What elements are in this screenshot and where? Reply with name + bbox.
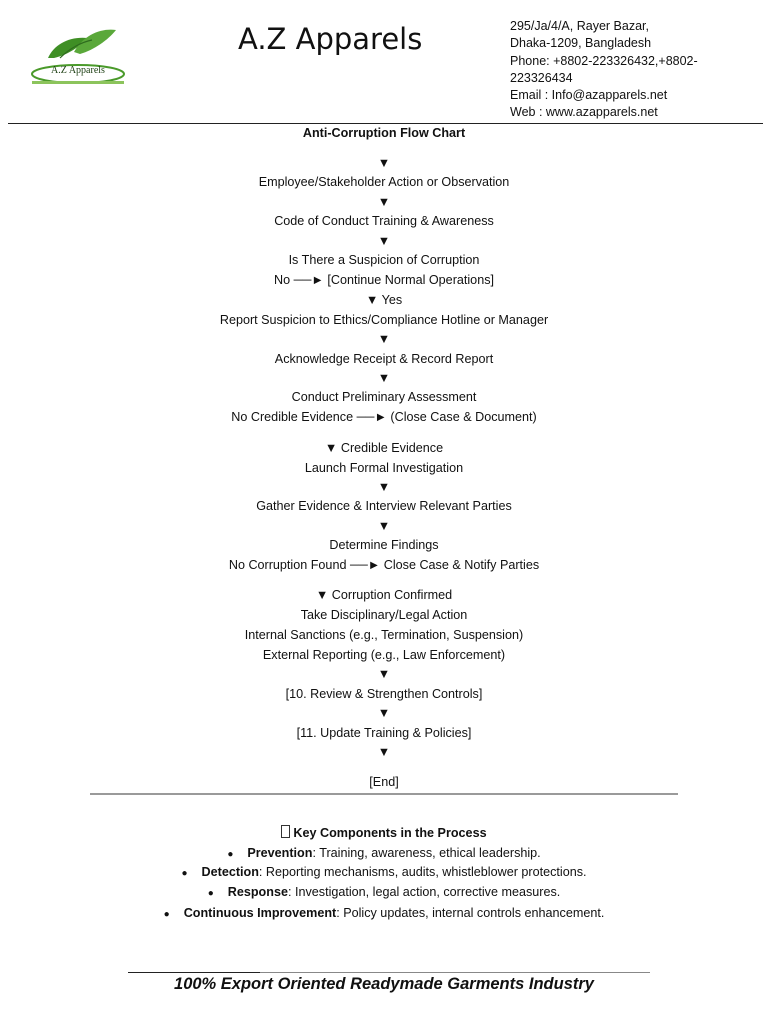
components-heading-text: Key Components in the Process — [293, 826, 487, 840]
list-item — [0, 885, 768, 899]
bullet-icon: ● — [181, 868, 188, 879]
bullet-icon: ● — [207, 888, 214, 899]
footer-divider — [260, 972, 650, 973]
footer-tagline: 100% Export Oriented Readymade Garments Industry — [174, 975, 594, 993]
checkbox-icon — [281, 825, 290, 838]
flow-arrow: ▼ — [377, 234, 391, 248]
component-term: Prevention — [247, 846, 313, 860]
component-text: : Policy updates, internal controls enhancement. — [336, 906, 605, 920]
flow-arrow: ▼ — [377, 195, 391, 209]
flow-end: [End] — [369, 775, 399, 789]
svg-text:A.Z Apparels: A.Z Apparels — [51, 65, 105, 76]
component-term: Continuous Improvement — [183, 906, 337, 920]
flow-arrow-yes: ▼ Yes — [365, 293, 403, 307]
flowchart-title: Anti-Corruption Flow Chart — [302, 126, 466, 140]
email-line: Email : Info@azapparels.net — [510, 88, 668, 103]
flow-arrow: ▼ — [377, 156, 391, 170]
flow-arrow: ▼ — [377, 706, 391, 720]
list-item — [0, 865, 768, 879]
company-address — [510, 18, 760, 122]
address-line: Dhaka-1209, Bangladesh — [510, 36, 652, 51]
flow-arrow: ▼ — [377, 667, 391, 681]
flow-step: Internal Sanctions (e.g., Termination, Suspension) — [244, 628, 524, 642]
flow-arrow: ▼ — [377, 519, 391, 533]
component-text: : Investigation, legal action, corrective measures. — [287, 885, 561, 899]
component-text: : Training, awareness, ethical leadership. — [312, 846, 541, 860]
letterhead — [0, 0, 768, 124]
flow-step: Acknowledge Receipt & Record Report — [274, 352, 494, 366]
bullet-icon: ● — [227, 849, 234, 860]
flow-decision: Is There a Suspicion of Corruption — [288, 253, 480, 267]
flow-arrow-credible: ▼ Credible Evidence — [324, 441, 444, 455]
flow-branch: No Corruption Found ──► Close Case & Notify Parties — [228, 558, 540, 572]
flow-step: Report Suspicion to Ethics/Compliance Hotline or Manager — [219, 313, 549, 327]
component-text: : Reporting mechanisms, audits, whistleblower protections. — [258, 865, 587, 879]
flow-arrow: ▼ — [377, 480, 391, 494]
flow-arrow-confirmed: ▼ Corruption Confirmed — [315, 588, 453, 602]
phone-line: Phone: +8802-223326432,+8802- — [510, 53, 698, 68]
phone-line: 223326434 — [510, 70, 573, 85]
flow-step: Conduct Preliminary Assessment — [291, 390, 477, 404]
flow-step: [10. Review & Strengthen Controls] — [285, 687, 483, 701]
flow-arrow: ▼ — [377, 332, 391, 346]
list-item — [0, 906, 768, 920]
components-heading — [0, 825, 768, 840]
flow-step: Determine Findings — [329, 538, 439, 552]
flow-step: External Reporting (e.g., Law Enforcement) — [262, 648, 506, 662]
component-term: Response — [227, 885, 288, 899]
header-divider — [8, 123, 763, 124]
section-divider — [90, 793, 678, 795]
bullet-icon: ● — [163, 909, 170, 920]
flow-step: Code of Conduct Training & Awareness — [274, 214, 494, 228]
flow-step: [11. Update Training & Policies] — [296, 726, 472, 740]
flow-step: Launch Formal Investigation — [304, 461, 464, 475]
flow-step: Take Disciplinary/Legal Action — [300, 608, 468, 622]
component-term: Detection — [201, 865, 259, 879]
web-line: Web : www.azapparels.net — [510, 105, 658, 120]
footer-divider — [128, 972, 260, 973]
flow-arrow: ▼ — [377, 371, 391, 385]
list-item — [0, 846, 768, 860]
flow-branch: No ──► [Continue Normal Operations] — [273, 273, 494, 287]
flow-step: Employee/Stakeholder Action or Observation — [258, 175, 510, 189]
company-logo — [30, 28, 126, 86]
flow-branch: No Credible Evidence ──► (Close Case & Document) — [231, 410, 537, 424]
flow-arrow: ▼ — [377, 745, 391, 759]
address-line: 295/Ja/4/A, Rayer Bazar, — [510, 19, 649, 33]
company-name: A.Z Apparels — [238, 22, 423, 56]
flow-step: Gather Evidence & Interview Relevant Parties — [256, 499, 512, 513]
